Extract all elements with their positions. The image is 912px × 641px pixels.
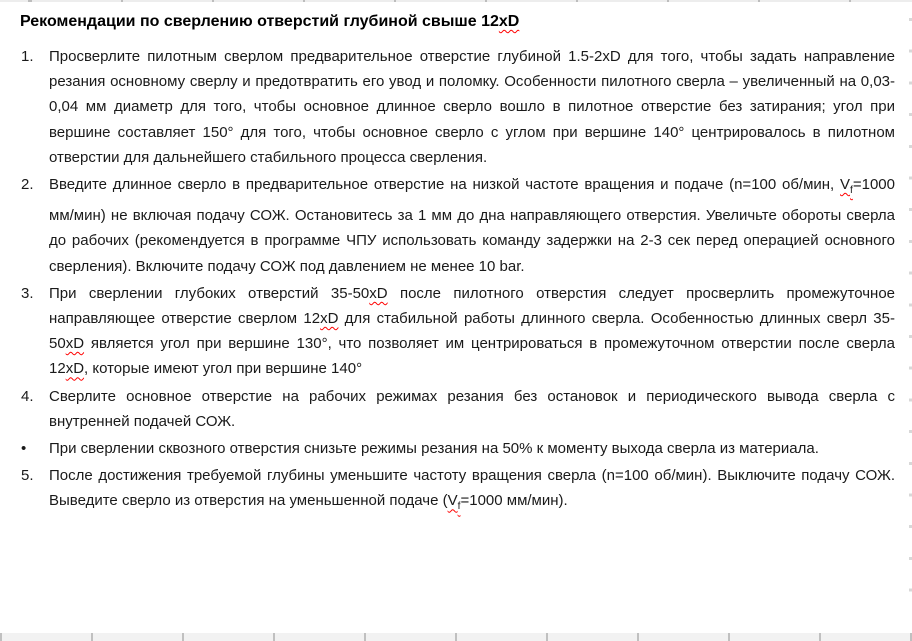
text-run: Просверлите пилотным сверлом предварительное отверстие глубиной 1.5-2xD для того, чтобы задать направление резания основному сверлу и предотвратить его увод и поломку. Особенности пилотного сверла – увеличенный на 0,03-0,04 мм диаметр для того, чтобы основное длинное сверло вошло в пилотное отверстие без затирания; угол при вершине составляет 150° для того, чтобы основное сверло с углом при вершине 140° центрировалось в пилотном отверстии для дальнейшего стабильного процесса сверления. bbox=[49, 48, 895, 166]
list-marker: 2. bbox=[21, 176, 34, 194]
list-item-text bbox=[49, 463, 895, 519]
text-run: является угол при вершине 130°, что позволяет им центрироваться в промежуточном отверстии после сверла 12 bbox=[49, 335, 895, 378]
text-run: При сверлении сквозного отверстия снизьте режимы резания на 50% к моменту выхода сверла из материала. bbox=[49, 440, 819, 458]
list-item-text bbox=[49, 384, 895, 434]
list-item-text bbox=[49, 281, 895, 382]
bullet-marker: • bbox=[21, 440, 27, 458]
misspelled-word: xD bbox=[65, 335, 85, 353]
text-run: =1000 мм/мин). bbox=[460, 492, 568, 510]
list-item-text bbox=[49, 172, 895, 279]
bottom-ruler bbox=[0, 633, 912, 641]
misspelled-word: f bbox=[457, 501, 461, 513]
list-item-text bbox=[49, 436, 895, 461]
text-run: Введите длинное сверло в предварительное отверстие на низкой частоте вращения и подаче (n=100 об/мин, bbox=[49, 176, 840, 194]
misspelled-word: xD bbox=[320, 310, 339, 328]
misspelled-word: f bbox=[850, 185, 853, 197]
text-run: После достижения требуемой глубины уменьшите частоту вращения сверла (n=100 об/мин). Выключите подачу СОЖ. Выведите сверло из отверстия на уменьшенной подаче ( bbox=[49, 467, 895, 510]
text-run: для стабильной работы длинного сверла. Особенностью длинных сверл 35-50 bbox=[49, 310, 895, 353]
list-marker: 5. bbox=[21, 467, 34, 485]
list-marker: 3. bbox=[21, 284, 34, 302]
list-marker: 4. bbox=[21, 387, 34, 405]
misspelled-word: xD bbox=[498, 13, 520, 30]
recommendations-list bbox=[0, 44, 912, 520]
document-title bbox=[0, 0, 912, 32]
text-run: Сверлите основное отверстие на рабочих режимах резания без остановок и периодического вывода сверла с внутренней подачей СОЖ. bbox=[49, 387, 895, 430]
list-item-5 bbox=[0, 463, 895, 519]
misspelled-word: V bbox=[447, 492, 458, 510]
text-run: Рекомендации по сверлению отверстий глубиной свыше 12 bbox=[20, 13, 499, 30]
list-item-4 bbox=[0, 384, 895, 434]
text-run: При сверлении глубоких отверстий 35-50 bbox=[49, 284, 370, 302]
misspelled-word: xD bbox=[65, 360, 85, 378]
list-item-text bbox=[49, 44, 895, 170]
text-run: после пилотного отверстия следует просверлить промежуточное направляющее отверстие сверлом 12 bbox=[49, 284, 896, 328]
list-item-1 bbox=[0, 44, 895, 170]
misspelled-word: xD bbox=[369, 284, 388, 302]
bullet-item bbox=[0, 436, 895, 461]
text-run: , которые имеют угол при вершине 140° bbox=[84, 360, 363, 378]
text-run: =1000 мм/мин) не включая подачу СОЖ. Остановитесь за 1 мм до дна направляющего отверстия. Увеличьте обороты сверла до рабочих (рекомендуется в программе ЧПУ использовать команду задержки на 2-3 сек перед операцией основного сверления). Включите подачу СОЖ под давлением не менее 10 bar. bbox=[49, 176, 895, 275]
list-item-3 bbox=[0, 281, 895, 382]
misspelled-word: V bbox=[840, 176, 851, 194]
list-marker: 1. bbox=[21, 48, 34, 65]
list-item-2 bbox=[0, 172, 895, 279]
